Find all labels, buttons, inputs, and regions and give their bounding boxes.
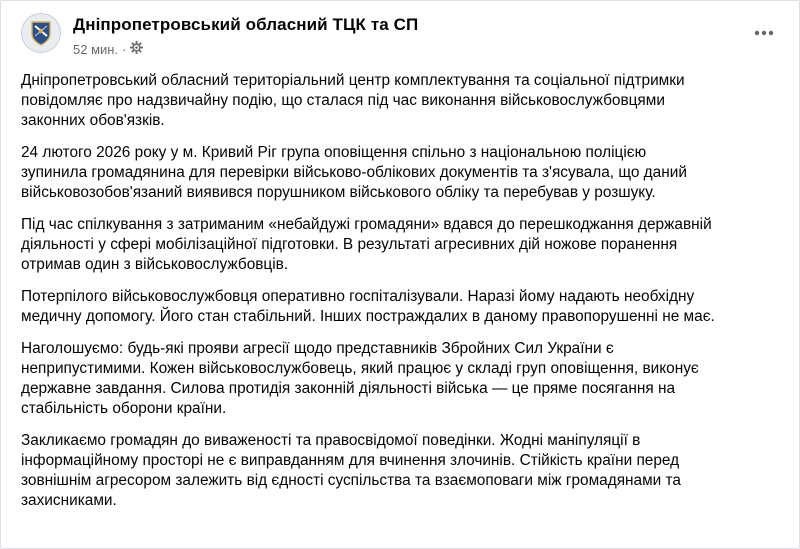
post-paragraph: 24 лютого 2026 року у м. Кривий Ріг група оповіщення спільно з національною поліцією зупинила громадянина для перевірки військово-облікових документів та з'ясувала, що даний військовозобов'язаний виявився порушником військового обліку та перебував у розшуку. (21, 144, 687, 201)
post-paragraph: Закликаємо громадян до виваженості та правосвідомої поведінки. Жодні маніпуляції в інформаційному просторі не є виправданням для вчинення злочинів. Стійкість країни перед зовнішнім агресором залежить від єдності суспільства та взаємоповаги між громадянами та захисниками. (21, 432, 681, 509)
meta-separator: · (122, 41, 127, 57)
post-meta (73, 40, 143, 58)
page-avatar[interactable] (21, 13, 61, 53)
page-name-link[interactable]: Дніпропетровський обласний ТЦК та СП (73, 15, 419, 34)
post-paragraph: Дніпропетровський обласний територіальний центр комплектування та соціальної підтримки повідомляє про надзвичайну подію, що сталася під час виконання військовослужбовцями законних обов'язків. (21, 72, 685, 129)
post-timestamp[interactable]: 52 мин. (73, 41, 119, 57)
more-options-button[interactable] (749, 21, 779, 45)
emblem-icon (22, 14, 60, 52)
post-body (21, 71, 789, 511)
more-options-icon (754, 30, 774, 36)
post-paragraph: Потерпілого військовослужбовця оперативно госпіталізували. Наразі йому надають необхідну медичну допомогу. Його стан стабільний. Інших постраждалих в даному правопорушенні не має. (21, 288, 715, 325)
globe-gear-icon[interactable] (130, 41, 143, 57)
post-paragraph: Наголошуємо: будь-які прояви агресії щодо представників Збройних Сил України є неприпустимими. Кожен військовослужбовець, який працює у складі груп оповіщення, виконує державне завдання. Силова протидія законній діяльності війська — це пряме посягання на стабільність оборони країни. (21, 340, 699, 417)
post-header (21, 13, 781, 61)
post-paragraph: Під час спілкування з затриманим «небайдужі громадяни» вдався до перешкоджання державній діяльності у сфері мобілізаційної підготовки. В результаті агресивних дій ножове поранення отримав один з військовослужбовців. (21, 216, 712, 273)
